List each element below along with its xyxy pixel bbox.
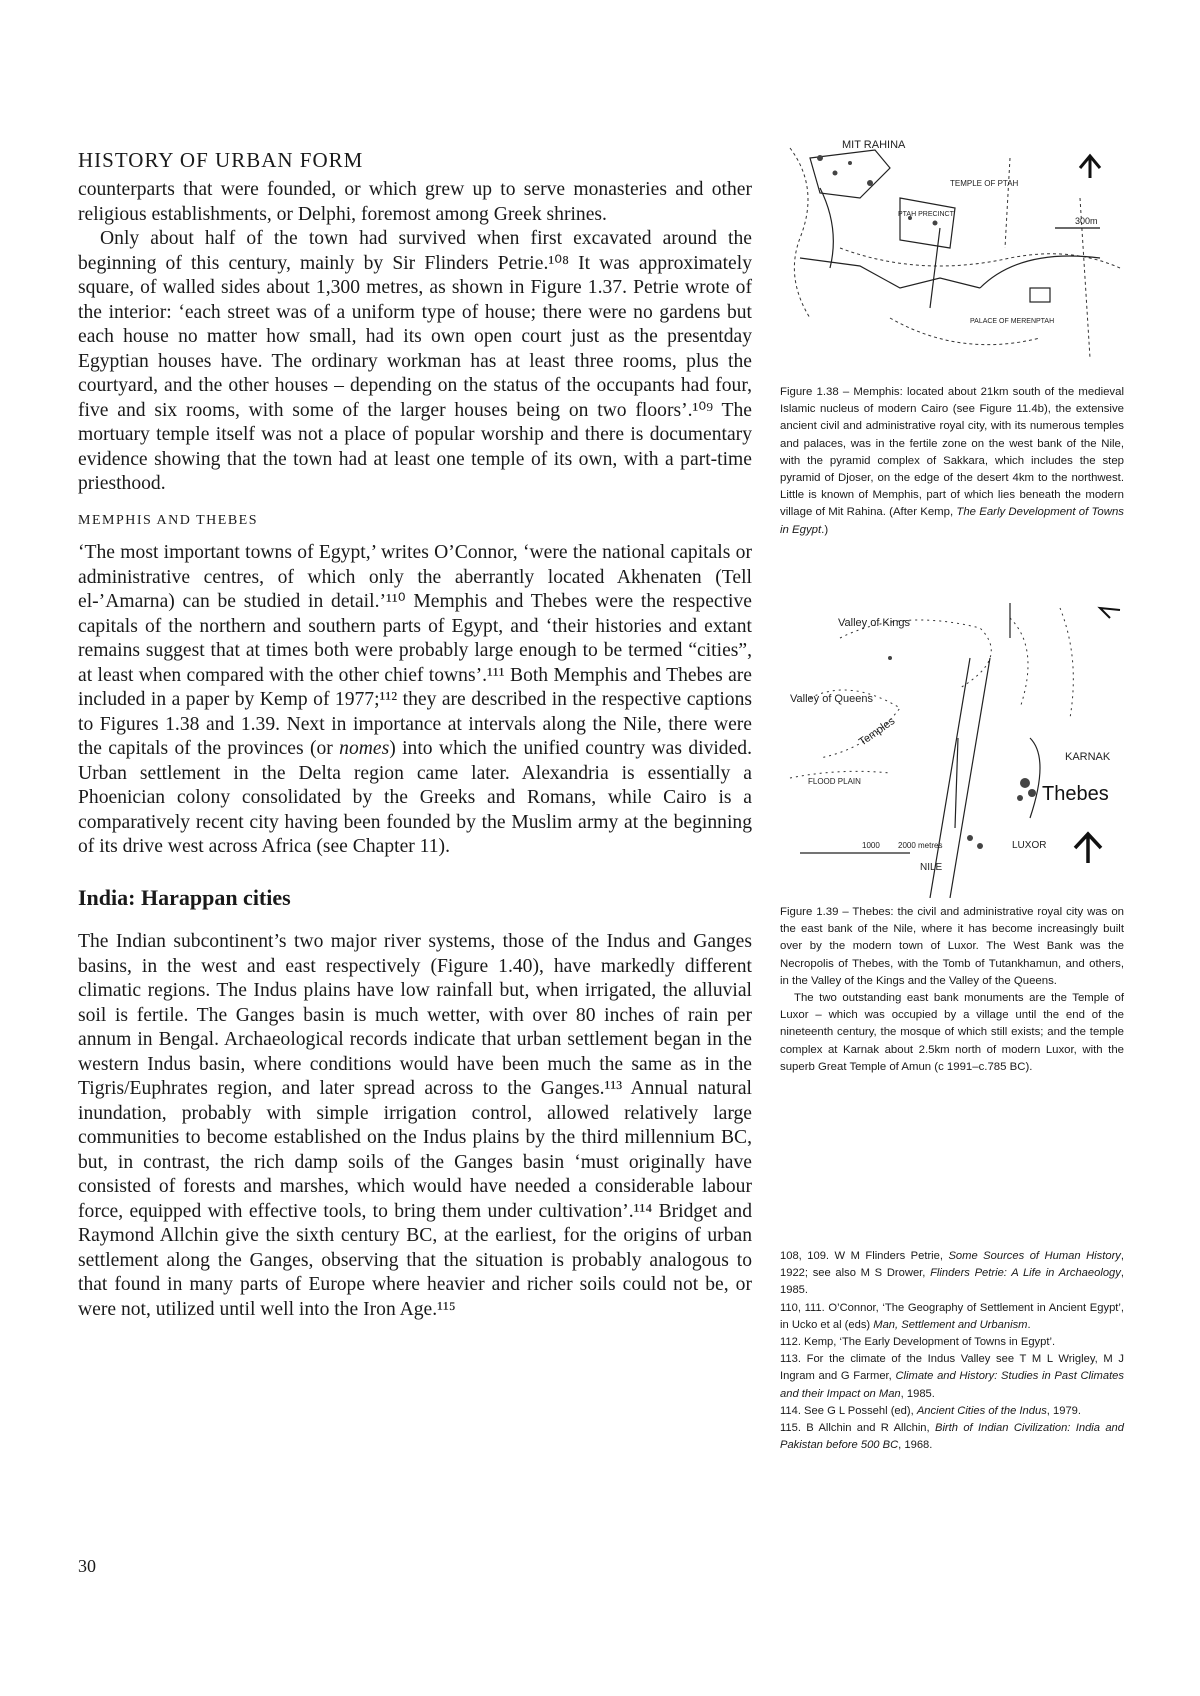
note-italic: Flinders Petrie: A Life in Archaeology (930, 1267, 1121, 1280)
note-text: , 1922; see also M S Drower, (780, 1250, 1124, 1280)
paragraph-4: The Indian subcontinent’s two major river systems, those of the Indus and Ganges basins, in the west and east respectively (Figure 1.40), have markedly different climatic regions. The Indus plains have low rainfall but, when irrigated, the alluvial soil is fertile. The Ganges basin is much wetter, with over 80 inches of rain per annum in Bengal. Archaeological records indicate that urban settlement began in the western Indus basin, where conditions would have been much the same as in the Tigris/Euphrates region, and later spread across to the Ganges.¹¹³ Annual natural inundation, probably with simple irrigation control, allowed relatively large communities to become established on the Indus plains by the third millennium BC, but, in contrast, the rich damp soils of the Ganges basin ‘must originally have consisted of forests and marshes, which would have needed a considerable labour force, equipped with effective tools, to bring them under cultivation’.¹¹⁴ Bridget and Raymond Allchin give the sixth century BC, at the earliest, for the origins of urban settlement along the Ganges, observing that the situation is probably analogous to that found in many parts of Europe where heavier and richer soils could not be, or were not, utilized until well into the Iron Age.¹¹⁵ (78, 931, 752, 1320)
paragraph-3-end: ) into which the unified country was divided. Urban settlement in the Delta region came later. Alexandria is essentially a Phoenician colony consolidated by the Greeks and Romans, while Cairo is a comparatively recent city having been founded by the Muslim army at the beginning of its drive west across Africa (see Chapter 11). (78, 738, 752, 857)
main-text-column (78, 178, 752, 1322)
label-valley-kings: Valley of Kings (838, 617, 910, 629)
note-italic: Some Sources of Human History (948, 1250, 1121, 1262)
caption-138-end: .) (821, 523, 829, 536)
note-italic: Birth of Indian Civilization: India and Pakistan before 500 BC (780, 1422, 1125, 1452)
label-temples: Temples (856, 715, 898, 749)
note-text: , 1985. (900, 1387, 935, 1400)
note-text: . (1027, 1318, 1031, 1331)
label-mit-rahina: MIT RAHINA (842, 139, 906, 151)
figure-139-thebes-map (780, 598, 1124, 898)
paragraph-1: counterparts that were founded, or which grew up to serve monasteries and other religious establishments, or Delphi, foremost among Greek shrines. (78, 179, 752, 225)
footnotes (780, 1248, 1124, 1454)
figure-138-caption (780, 384, 1124, 539)
subhead-memphis-thebes: MEMPHIS AND THEBES (78, 512, 258, 528)
caption-138-start: Figure 1.38 – Memphis: located about 21km south of the medieval Islamic nucleus of modern Cairo (see Figure 11.4b), the extensive ancient civil and administrative royal city, with its numerous temples and palaces, was in the fertile zone on the west bank of the Nile, with the pyramid complex of Sakkara, which includes the step pyramid of Djoser, on the edge of the desert 4km to the northwest. Little is known of Memphis, part of which lies beneath the modern village of Mit Rahina. (After Kemp, (780, 386, 1124, 519)
label-nile: NILE (920, 862, 943, 873)
label-scale-2000: 2000 metres (898, 841, 943, 850)
footnote-115 (780, 1420, 1124, 1454)
thebes-map-drawing (780, 598, 1124, 898)
label-thebes: Thebes (1042, 783, 1109, 805)
label-luxor: LUXOR (1012, 840, 1047, 851)
label-flood-plain: FLOOD PLAIN (808, 777, 861, 786)
note-italic: Man, Settlement and Urbanism (873, 1318, 1028, 1331)
caption-138-italic: The Early Development of Towns in Egypt (780, 506, 1125, 536)
paragraph-3 (78, 541, 752, 860)
footnote-114 (780, 1403, 1124, 1420)
note-text: , 1968. (898, 1439, 933, 1452)
figure-138-caption-text (780, 384, 1124, 539)
label-valley-queens: Valley of Queens (790, 693, 873, 705)
label-ptah-precinct: PTAH PRECINCT (898, 211, 954, 218)
memphis-map-drawing (780, 128, 1124, 378)
note-text: 115. B Allchin and R Allchin, (780, 1422, 935, 1435)
note-text: 110, 111. O’Connor, ‘The Geography of Settlement in Ancient Egypt’, in Ucko et al (eds) (780, 1301, 1124, 1331)
page-number: 30 (78, 1556, 96, 1576)
label-scale-300m: 300m (1075, 216, 1098, 226)
note-italic: Ancient Cities of the Indus (916, 1404, 1047, 1417)
figure-139-caption-p1: Figure 1.39 – Thebes: the civil and administrative royal city was on the east bank of the Nile, where it has become increasingly built over by the modern town of Luxor. The West Bank was the Necropolis of Thebes, with the Tomb of Tutankhamun, and others, in the Valley of the Kings and the Valley of the Queens. (780, 906, 1124, 987)
note-text: 108, 109. W M Flinders Petrie, (780, 1250, 949, 1262)
figure-139-caption-p2: The two outstanding east bank monuments are the Temple of Luxor – which was occupied by a village until the end of the nineteenth century, the mosque of which still exists; and the temple complex at Karnak about 2.5km north of modern Luxor, with the superb Great Temple of Amun (c 1991–c.785 BC). (780, 992, 1124, 1073)
label-scale-1000: 1000 (862, 841, 880, 850)
running-head: HISTORY OF URBAN FORM (78, 148, 364, 172)
note-text: , 1985. (780, 1267, 1124, 1297)
paragraph-2: Only about half of the town had survived when first excavated around the beginning of this century, mainly by Sir Flinders Petrie.¹⁰⁸ It was approximately square, of walled sides about 1,300 metres, as shown in Figure 1.37. Petrie wrote of the interior: ‘each street was of a uniform type of house; there were no gardens but each house no matter how small, had its own open court just as the presentday Egyptian houses have. The ordinary workman has at least three rooms, plus the courtyard, and the other houses – depending on the status of the occupants had four, five and six rooms, with some of the larger houses being on two floors’.¹⁰⁹ The mortuary temple itself was not a place of popular worship and there is documentary evidence showing that the town had at least one temple of its own, with a part-time priesthood. (78, 228, 752, 494)
paragraph-3-italic: nomes (339, 738, 390, 759)
note-text: , 1979. (1046, 1404, 1082, 1417)
label-karnak: KARNAK (1065, 751, 1111, 763)
footnote-110-111 (780, 1300, 1124, 1334)
footnote-108-109 (780, 1248, 1124, 1300)
note-text: 113. For the climate of the Indus Valley see T M L Wrigley, M J Ingram and G Farmer, (780, 1353, 1124, 1383)
note-text: 114. See G L Possehl (ed), (780, 1404, 917, 1417)
label-palace-merenptah: PALACE OF MERENPTAH (970, 318, 1055, 325)
note-italic: Climate and History: Studies in Past Climates and their Impact on Man (780, 1370, 1124, 1400)
section-title: India: Harappan cities (78, 884, 291, 910)
label-temple-ptah: TEMPLE OF PTAH (950, 179, 1019, 188)
footnote-112 (780, 1334, 1124, 1351)
figure-139-caption (780, 904, 1124, 1076)
figure-138-memphis-map (780, 128, 1124, 378)
note-text: 112. Kemp, ‘The Early Development of Towns in Egypt’. (780, 1336, 1056, 1349)
paragraph-3-start: ‘The most important towns of Egypt,’ writes O’Connor, ‘were the national capitals or administrative centres, of which only the aberrantly located Akhenaten (Tell el-’Amarna) can be studied in detail.’¹¹⁰ Memphis and Thebes were the respective capitals of the northern and southern parts of Egypt, and ‘their histories and extant remains suggest that at times both were probably large enough to be termed “cities”, at least when compared with the other chief towns’.¹¹¹ Both Memphis and Thebes are included in a paper by Kemp of 1977;¹¹² they are described in the respective captions to Figures 1.38 and 1.39. Next in importance at intervals along the Nile, there were the capitals of the provinces (or (78, 542, 752, 759)
footnote-113 (780, 1351, 1124, 1403)
